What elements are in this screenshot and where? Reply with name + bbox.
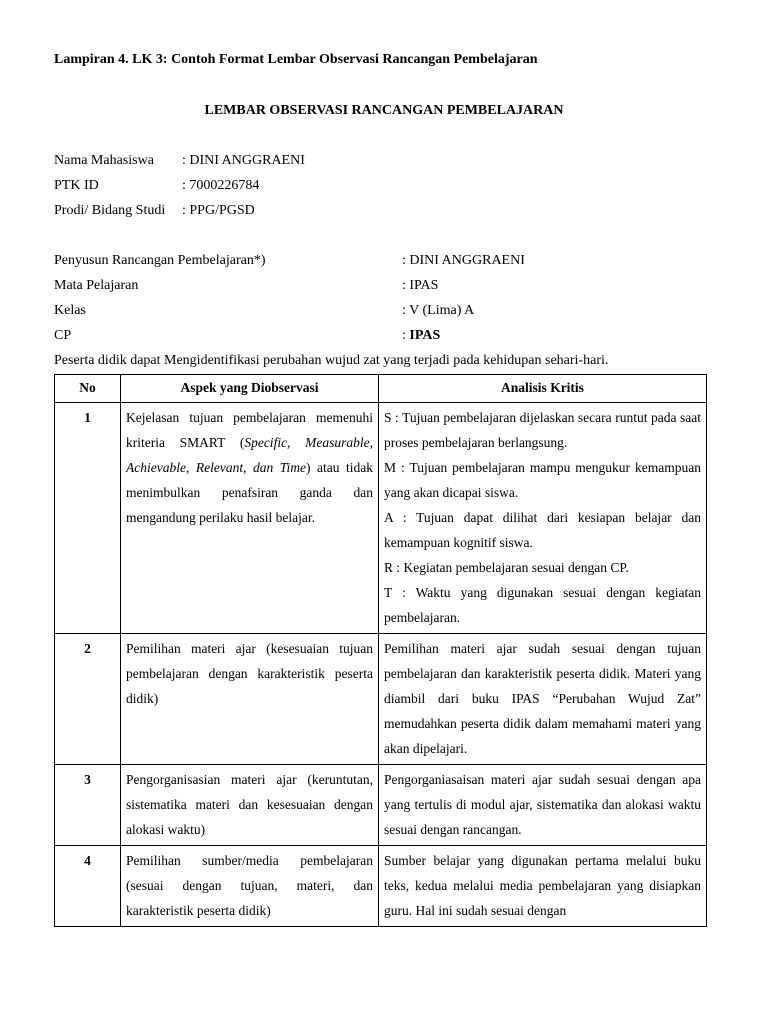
identitas-value: : DINI ANGGRAENI (182, 153, 305, 168)
rancangan-kelas (54, 303, 475, 319)
table-row (55, 846, 707, 927)
aspek-italic: Specific, Measurable, Achievable, Relevant, dan Time (126, 435, 373, 475)
rancangan-mapel (54, 278, 439, 294)
rancangan-label: Penyusun Rancangan Pembelajaran*) (54, 253, 266, 268)
identitas-label: Prodi/ Bidang Studi (54, 203, 166, 218)
cp-prefix: : (402, 328, 410, 343)
header-aspek: Aspek yang Diobservasi (121, 375, 379, 403)
identitas-nama (54, 153, 305, 169)
rancangan-value: : DINI ANGGRAENI (402, 253, 525, 268)
rancangan-label: Mata Pelajaran (54, 278, 139, 293)
identitas-value: : 7000226784 (182, 178, 260, 193)
cp-value: IPAS (409, 328, 441, 343)
identitas-label: PTK ID (54, 178, 99, 193)
cp-value-wrap (402, 328, 440, 344)
lampiran-heading: Lampiran 4. LK 3: Contoh Format Lembar Observasi Rancangan Pembelajaran (54, 52, 538, 67)
row-number: 3 (55, 765, 121, 846)
row-aspek: Pemilihan sumber/media pembelajaran (sesuai dengan tujuan, materi, dan karakteristik peserta didik) (121, 846, 379, 927)
smart-a: A : Tujuan dapat dilihat dari kesiapan belajar dan kemampuan kognitif siswa. (384, 510, 701, 550)
rancangan-value: : IPAS (402, 278, 439, 293)
aspek-text: ) atau tidak menimbulkan penafsiran ganda dan mengandung perilaku hasil belajar. (126, 460, 373, 525)
identitas-value: : PPG/PGSD (182, 203, 255, 218)
row-aspek: Pemilihan materi ajar (kesesuaian tujuan pembelajaran dengan karakteristik peserta didik) (121, 634, 379, 765)
observation-table (54, 374, 707, 927)
smart-r: R : Kegiatan pembelajaran sesuai dengan CP. (384, 560, 629, 575)
smart-s: S : Tujuan pembelajaran dijelaskan secara runtut pada saat proses pembelajaran berlangsung. (384, 410, 701, 450)
rancangan-cp (54, 328, 441, 344)
cp-label: CP (54, 328, 72, 343)
identitas-ptk (54, 178, 260, 194)
rancangan-value: : V (Lima) A (402, 303, 475, 318)
table-row (55, 765, 707, 846)
table-header-row (55, 375, 707, 403)
row-analisis: Pengorganiasaisan materi ajar sudah sesuai dengan apa yang tertulis di modul ajar, sistematika dan alokasi waktu sesuai dengan rancangan. (379, 765, 707, 846)
row-aspek (121, 403, 379, 634)
document-title: LEMBAR OBSERVASI RANCANGAN PEMBELAJARAN (204, 103, 564, 118)
row-number: 4 (55, 846, 121, 927)
cp-description: Peserta didik dapat Mengidentifikasi perubahan wujud zat yang terjadi pada kehidupan sehari-hari. (54, 353, 609, 368)
row-analisis: Sumber belajar yang digunakan pertama melalui buku teks, kedua melalui media pembelajaran yang disiapkan guru. Hal ini sudah sesuai dengan (379, 846, 707, 927)
rancangan-label: Kelas (54, 303, 86, 318)
identitas-label: Nama Mahasiswa (54, 153, 154, 168)
rancangan-penyusun (54, 253, 525, 269)
table-row (55, 634, 707, 765)
aspek-text: Kejelasan tujuan pembelajaran memenuhi kriteria SMART ( (126, 410, 373, 450)
row-number: 2 (55, 634, 121, 765)
header-no: No (55, 375, 121, 403)
header-analisis: Analisis Kritis (379, 375, 707, 403)
row-aspek: Pengorganisasian materi ajar (keruntutan, sistematika materi dan kesesuaian dengan alokasi waktu) (121, 765, 379, 846)
row-analisis: Pemilihan materi ajar sudah sesuai dengan tujuan pembelajaran dan karakteristik peserta didik. Materi yang diambil dari buku IPAS “Perubahan Wujud Zat” memudahkan peserta didik dalam memahami materi yang akan dipelajari. (379, 634, 707, 765)
row-analisis (379, 403, 707, 634)
smart-m: M : Tujuan pembelajaran mampu mengukur kemampuan yang akan dicapai siswa. (384, 460, 701, 500)
identitas-prodi (54, 203, 255, 219)
smart-t: T : Waktu yang digunakan sesuai dengan kegiatan pembelajaran. (384, 585, 701, 625)
row-number: 1 (55, 403, 121, 634)
table-row (55, 403, 707, 634)
